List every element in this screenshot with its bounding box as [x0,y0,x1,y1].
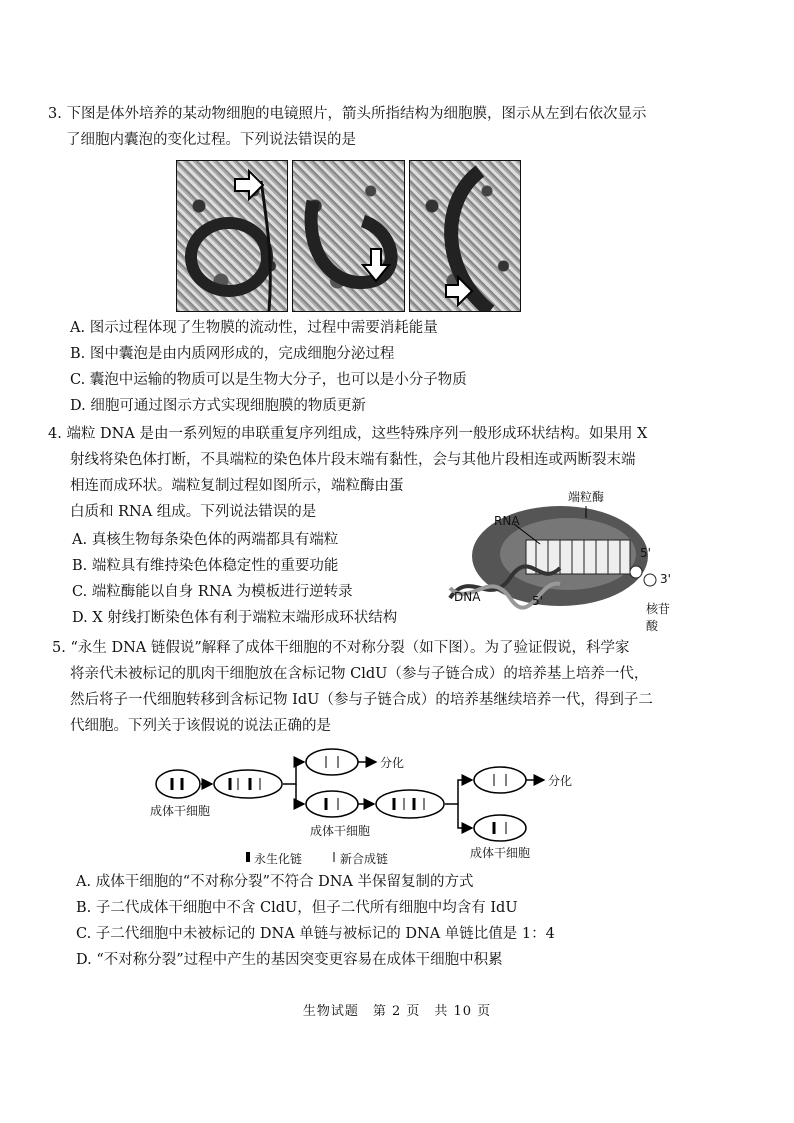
asymmetric-division-diagram [150,744,630,869]
label-stem-cell-2: 成体干细胞 [310,824,371,838]
q5-stem-line1: 5. “永生 DNA 链假说”解释了成体干细胞的不对称分裂（如下图）。为了验证假说，科学家 [52,640,630,656]
q3-option-c: C. 囊泡中运输的物质可以是生物大分子，也可以是小分子物质 [70,372,467,388]
q5-stem-line4: 代细胞。下列关于该假说的说法正确的是 [70,718,331,734]
q3-em-photos [176,160,521,312]
q5-stem-line3: 然后将子一代细胞转移到含标记物 IdU（参与子链合成）的培养基继续培养一代，得到子二 [70,692,653,708]
q5-option-d: D. “不对称分裂”过程中产生的基因突变更容易在成体干细胞中积累 [76,952,503,968]
label-3prime: 3' [660,572,671,586]
q3-stem-line2: 了细胞内囊泡的变化过程。下列说法错误的是 [66,132,356,148]
label-differentiation-2: 分化 [548,774,573,788]
q4-stem-line4: 白质和 RNA 组成。下列说法错误的是 [70,504,317,520]
q4-stem-line3: 相连而成环状。端粒复制过程如图所示，端粒酶由蛋 [70,478,404,494]
label-stem-cell-3: 成体干细胞 [470,846,531,860]
legend-immortal-strand: 永生化链 [254,852,303,866]
q5-option-a: A. 成体干细胞的“不对称分裂”不符合 DNA 半保留复制的方式 [76,874,474,890]
q3-option-a: A. 图示过程体现了生物膜的流动性，过程中需要消耗能量 [70,320,438,336]
q4-stem-line2: 射线将染色体打断，不具端粒的染色体片段末端有黏性，会与其他片段相连或两断裂末端 [70,452,636,468]
page-footer: 生物试题 第 2 页 共 10 页 [302,1004,492,1019]
em-photo-3 [409,160,521,312]
label-nucleotide: 核苷酸 [646,602,671,633]
q4-stem-line1: 4. 端粒 DNA 是由一系列短的串联重复序列组成，这些特殊序列一般形成环状结构。如果用 X [48,426,648,442]
label-stem-cell-1: 成体干细胞 [150,804,211,818]
label-telomerase: 端粒酶 [568,490,605,504]
label-dna: DNA [454,590,481,604]
label-differentiation-1: 分化 [380,756,405,770]
q3-option-d: D. 细胞可通过图示方式实现细胞膜的物质更新 [70,398,366,414]
telomerase-diagram [440,488,680,633]
label-5prime-top: 5' [640,546,651,560]
q4-option-a: A. 真核生物每条染色体的两端都具有端粒 [72,532,339,548]
label-rna: RNA [494,514,520,528]
q5-option-c: C. 子二代细胞中未被标记的 DNA 单链与被标记的 DNA 单链比值是 1：4 [76,926,555,942]
q5-option-b: B. 子二代成体干细胞中不含 CldU，但子二代所有细胞中均含有 IdU [76,900,518,916]
q3-stem-line1: 3. 下图是体外培养的某动物细胞的电镜照片，箭头所指结构为细胞膜，图示从左到右依次显示 [48,106,647,122]
em-photo-2 [292,160,405,312]
legend-new-strand: 新合成链 [340,852,389,866]
label-5prime-bottom: 5' [532,594,543,608]
q4-option-d: D. X 射线打断染色体有利于端粒末端形成环状结构 [72,610,398,626]
q4-option-b: B. 端粒具有维持染色体稳定性的重要功能 [72,558,339,574]
em-photo-1 [176,160,288,312]
q4-option-c: C. 端粒酶能以自身 RNA 为模板进行逆转录 [72,584,353,600]
q5-stem-line2: 将亲代未被标记的肌肉干细胞放在含标记物 CldU（参与子链合成）的培养基上培养一代， [70,666,649,682]
q3-option-b: B. 图中囊泡是由内质网形成的，完成细胞分泌过程 [70,346,395,362]
